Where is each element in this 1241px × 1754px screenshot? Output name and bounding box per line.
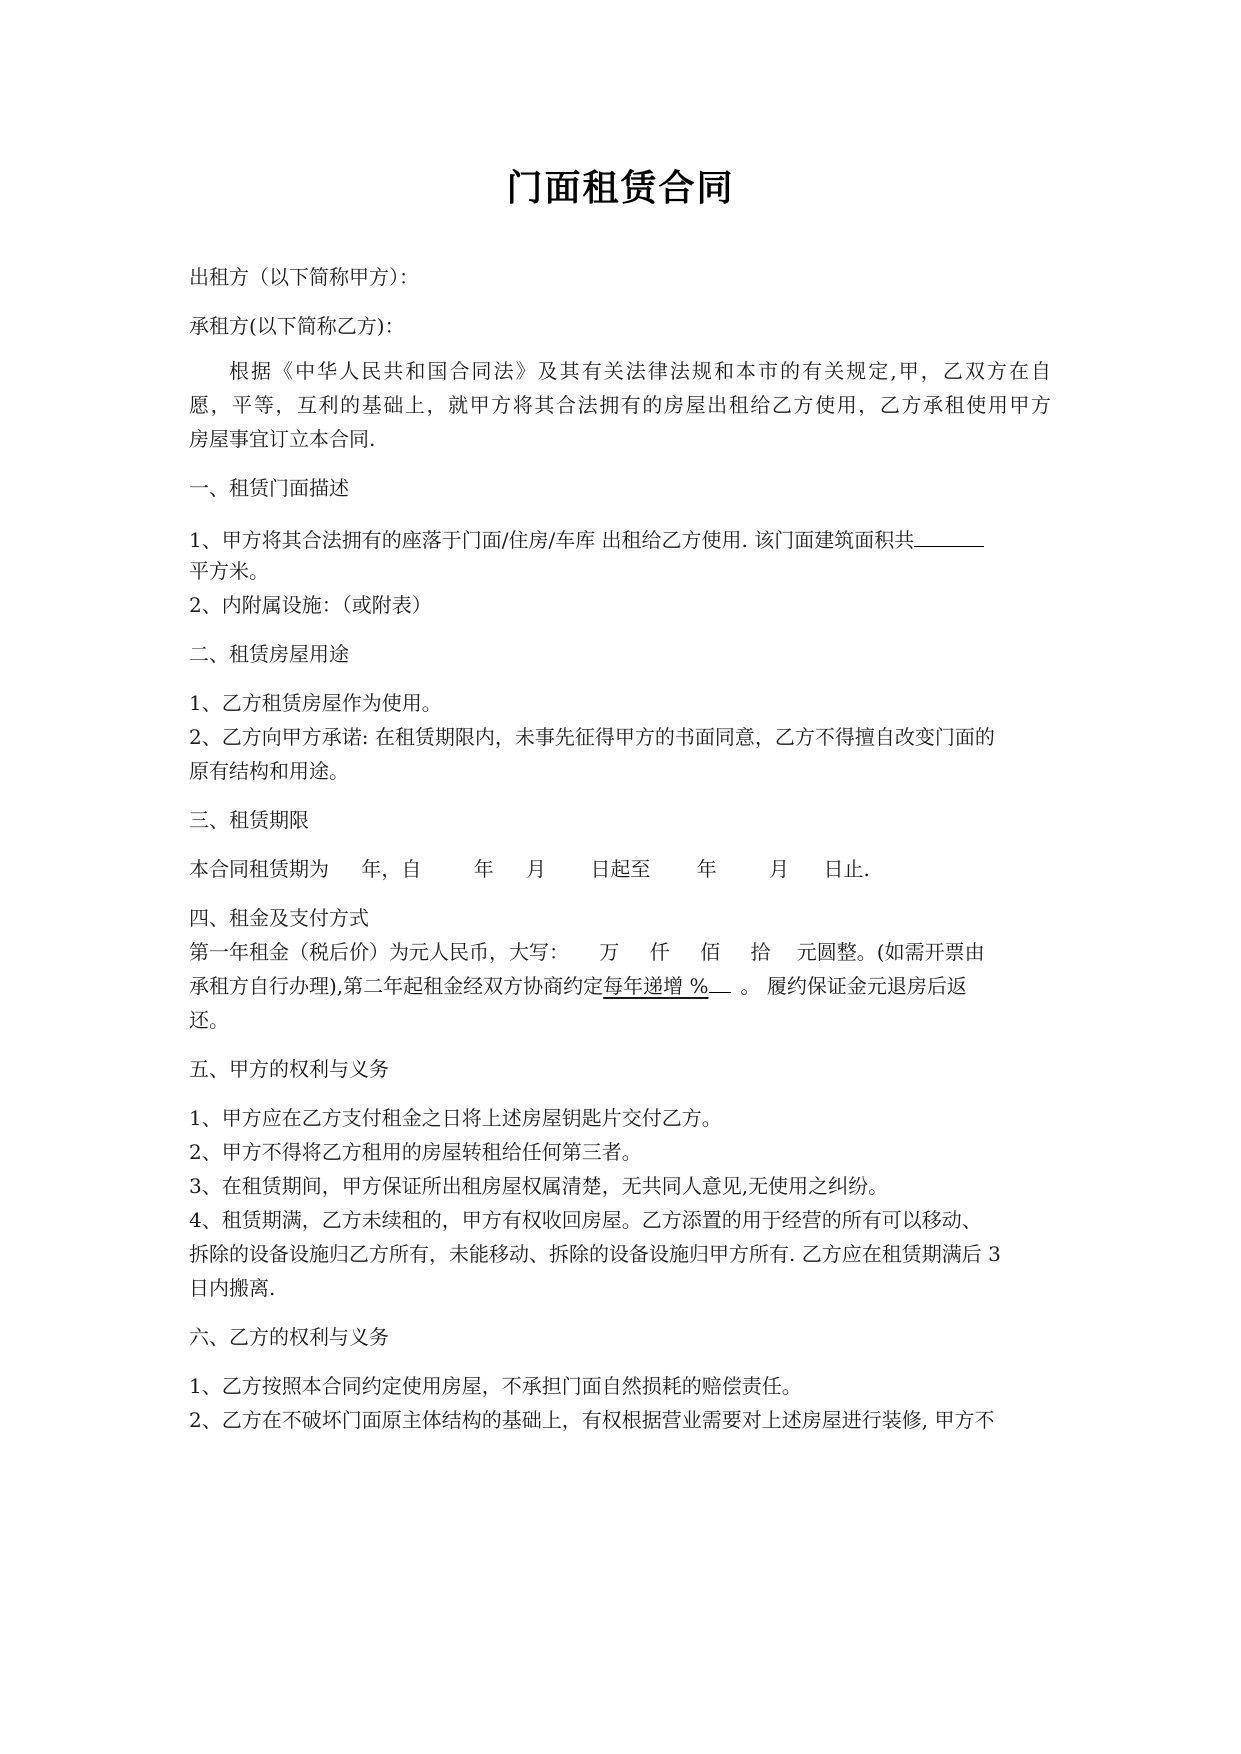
section-6-heading: 六、乙方的权利与义务 bbox=[189, 1325, 389, 1349]
section-5-item-2: 2、甲方不得将乙方租用的房屋转租给任何第三者。 bbox=[189, 1140, 642, 1164]
section-1-item-2: 2、内附属设施：（或附表） bbox=[189, 593, 432, 617]
area-blank bbox=[914, 522, 984, 547]
document-title: 门面租赁合同 bbox=[506, 168, 735, 209]
section-2-item-2-line-2: 原有结构和用途。 bbox=[189, 759, 349, 783]
section-6-item-1: 1、乙方按照本合同约定使用房屋，不承担门面自然损耗的赔偿责任。 bbox=[189, 1374, 802, 1398]
rent-text-0: 第一年租金（税后价）为元人民币，大写： bbox=[189, 940, 569, 964]
lessor-line: 出租方（以下简称甲方）： bbox=[189, 265, 419, 289]
preamble-line-1: 根据《中华人民共和国合同法》及其有关法律法规和本市的有关规定,甲，乙双方在自 bbox=[229, 359, 1051, 383]
section-2-heading: 二、租赁房屋用途 bbox=[189, 642, 349, 666]
rent-line-3: 还。 bbox=[189, 1008, 229, 1032]
rent-increase-blank-tail bbox=[709, 972, 731, 993]
section-4-heading: 四、租金及支付方式 bbox=[189, 906, 369, 930]
term-text-2: 年 bbox=[473, 857, 494, 881]
section-5-item-4-line-2: 拆除的设备设施归乙方所有，未能移动、拆除的设备设施归甲方所有. 乙方应在租赁期满后 3 bbox=[189, 1242, 1001, 1266]
rent-line-2 bbox=[189, 971, 967, 1001]
rent-text-5: 元圆整。(如需开票由 bbox=[796, 940, 985, 964]
section-1-item-1-text: 1、甲方将其合法拥有的座落于门面/住房/车库 出租给乙方使用. 该门面建筑面积共 bbox=[189, 528, 915, 552]
section-5-heading: 五、甲方的权利与义务 bbox=[189, 1057, 389, 1081]
preamble-line-3: 房屋事宜订立本合同. bbox=[189, 427, 376, 451]
rent-line-2-c: 。 履约保证金元退房后返 bbox=[740, 974, 967, 998]
section-5-item-1: 1、甲方应在乙方支付租金之日将上述房屋钥匙片交付乙方。 bbox=[189, 1106, 722, 1130]
section-1-heading: 一、租赁门面描述 bbox=[189, 476, 349, 500]
term-text-5: 年 bbox=[696, 857, 717, 881]
section-3-heading: 三、租赁期限 bbox=[189, 808, 309, 832]
term-text-3: 月 bbox=[526, 857, 547, 881]
lessee-line: 承租方(以下简称乙方)： bbox=[189, 314, 405, 338]
section-1-item-1-line-2: 平方米。 bbox=[189, 559, 269, 583]
term-line bbox=[189, 854, 870, 884]
section-1-item-1-line-1 bbox=[189, 522, 984, 555]
term-text-6: 月 bbox=[769, 857, 790, 881]
rent-increase-blank: 每年递增 % bbox=[603, 974, 709, 998]
section-5-item-4-line-1: 4、租赁期满，乙方未续租的，甲方有权收回房屋。乙方添置的用于经营的所有可以移动、 bbox=[189, 1208, 982, 1232]
rent-text-4: 拾 bbox=[750, 940, 771, 964]
term-text-4: 日起至 bbox=[590, 857, 651, 881]
term-text-1: 年，自 bbox=[361, 857, 422, 881]
section-5-item-3: 3、在租赁期间，甲方保证所出租房屋权属清楚，无共同人意见,无使用之纠纷。 bbox=[189, 1174, 889, 1198]
rent-line-1 bbox=[189, 937, 985, 967]
rent-text-2: 仟 bbox=[649, 940, 670, 964]
preamble-line-2: 愿，平等，互利的基础上，就甲方将其合法拥有的房屋出租给乙方使用，乙方承租使用甲方 bbox=[189, 393, 1051, 417]
section-2-item-1: 1、乙方租赁房屋作为使用。 bbox=[189, 691, 442, 715]
rent-text-1: 万 bbox=[599, 940, 620, 964]
term-text-7: 日止. bbox=[823, 857, 870, 881]
section-6-item-2: 2、乙方在不破坏门面原主体结构的基础上，有权根据营业需要对上述房屋进行装修, 甲方不 bbox=[189, 1408, 995, 1432]
rent-text-3: 佰 bbox=[700, 940, 721, 964]
term-text-0: 本合同租赁期为 bbox=[189, 857, 329, 881]
rent-line-2-a: 承租方自行办理),第二年起租金经双方协商约定 bbox=[189, 974, 604, 998]
section-5-item-4-line-3: 日内搬离. bbox=[189, 1276, 276, 1300]
section-2-item-2-line-1: 2、乙方向甲方承诺: 在租赁期限内，未事先征得甲方的书面同意，乙方不得擅自改变门面的 bbox=[189, 725, 995, 749]
